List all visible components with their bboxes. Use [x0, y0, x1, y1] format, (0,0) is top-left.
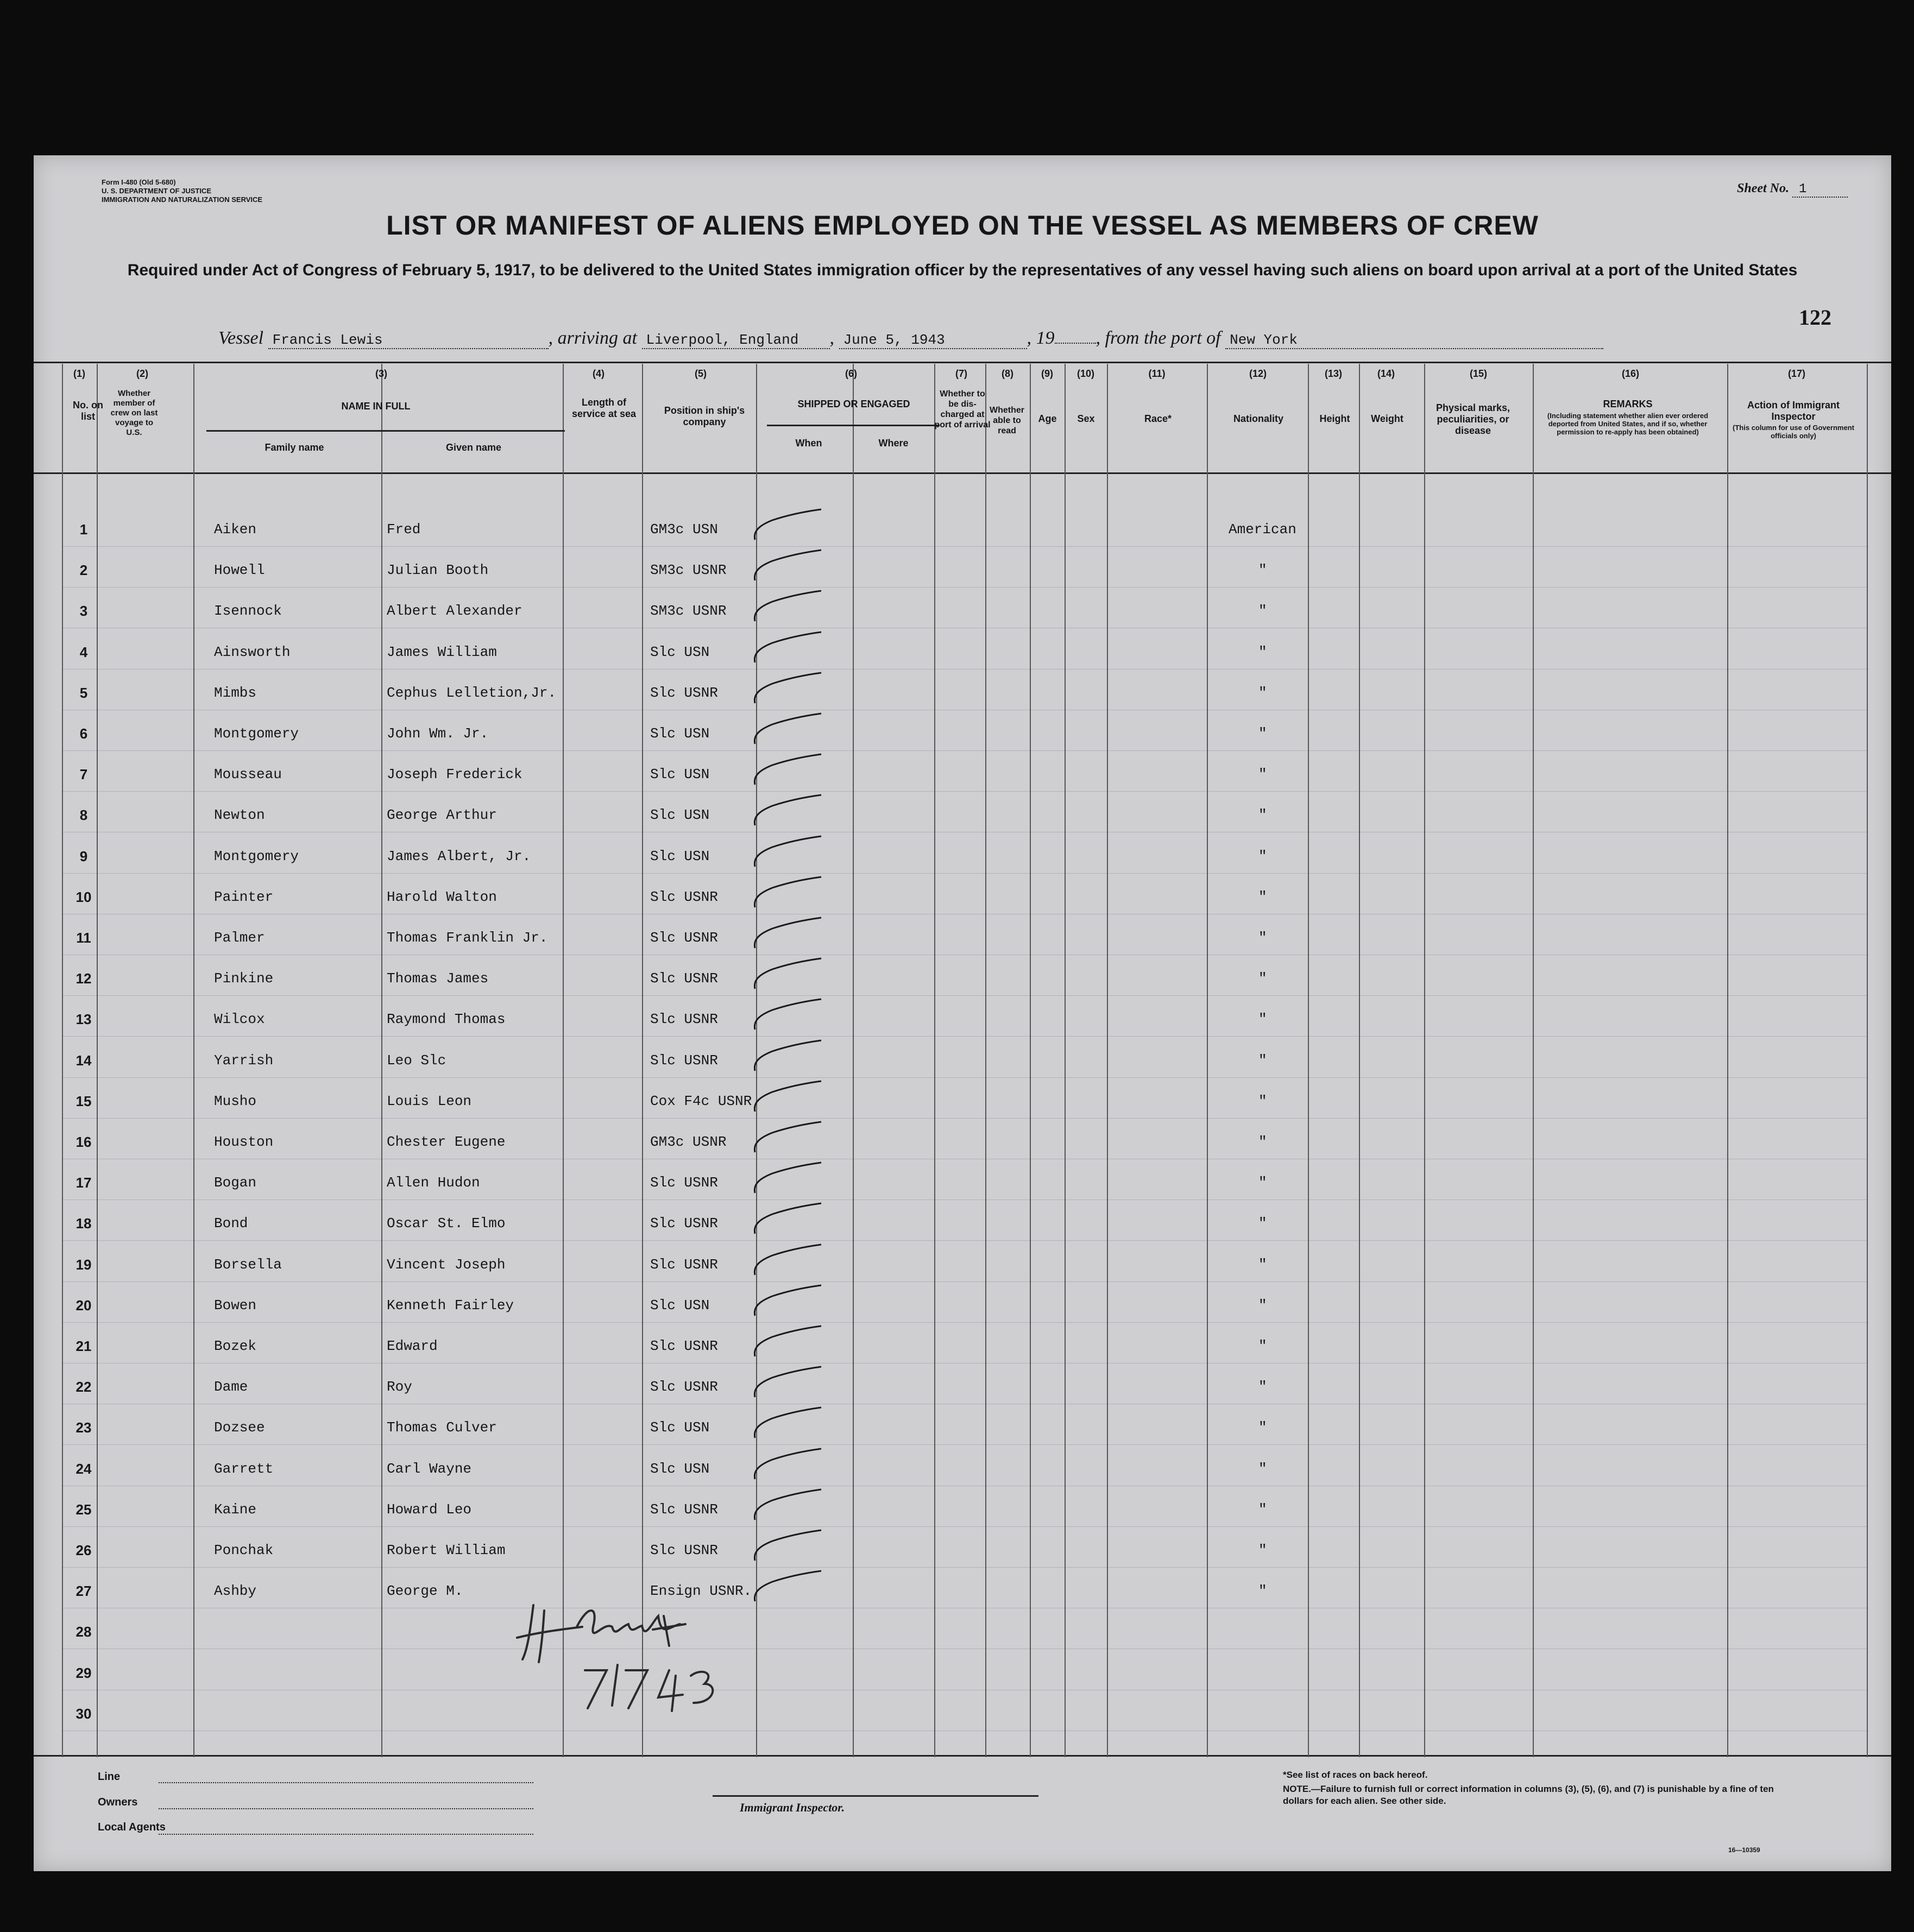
check-mark-icon	[751, 631, 827, 669]
column-divider	[1308, 364, 1309, 1757]
races-note: *See list of races on back hereof.	[1283, 1770, 1428, 1780]
row-number: 14	[75, 1052, 92, 1069]
row-rule	[62, 1444, 1867, 1445]
family-name-cell: Borsella	[214, 1256, 282, 1273]
check-mark-icon	[751, 1529, 827, 1567]
row-rule	[62, 1199, 1867, 1200]
row-number: 23	[75, 1419, 92, 1436]
column-divider	[1107, 364, 1108, 1757]
col12-header: Nationality	[1233, 413, 1283, 424]
row-number: 19	[75, 1256, 92, 1273]
check-mark-icon	[751, 998, 827, 1036]
manifest-sheet	[34, 155, 1891, 1871]
column-divider	[1533, 364, 1534, 1757]
col11-header: Race*	[1144, 413, 1172, 424]
row-number: 24	[75, 1460, 92, 1477]
position-cell: Ensign USNR.	[650, 1583, 752, 1600]
department-name: U. S. DEPARTMENT OF JUSTICE	[102, 187, 211, 195]
position-cell: Slc USNR	[650, 1215, 718, 1232]
from-port-label: from the port of	[1105, 328, 1221, 348]
page-subtitle: Required under Act of Congress of February 5, 1917, to be delivered to the United States immigration officer by the representatives of any vessel having such aliens on board upon arrival at a port of the United States	[127, 261, 1798, 279]
column-number: (10)	[1076, 368, 1094, 379]
position-cell: Slc USN	[650, 643, 710, 660]
column-number: (13)	[1324, 368, 1342, 379]
row-number: 1	[79, 521, 88, 538]
family-name-cell: Musho	[214, 1093, 257, 1109]
row-number: 18	[75, 1215, 92, 1232]
row-number: 4	[79, 643, 88, 660]
family-name-cell: Isennock	[214, 603, 282, 620]
nationality-cell: "	[1258, 807, 1267, 824]
position-cell: Slc USN	[650, 766, 710, 783]
nationality-cell: "	[1258, 1460, 1267, 1477]
given-name-cell: Howard Leo	[387, 1501, 472, 1518]
given-name-cell: James William	[387, 643, 497, 660]
sheet-number-value: 1	[1792, 182, 1848, 198]
given-name-cell: Leo Slc	[387, 1052, 446, 1069]
column-divider	[934, 364, 935, 1757]
row-number: 28	[75, 1624, 92, 1640]
family-name-cell: Newton	[214, 807, 265, 824]
family-name-cell: Palmer	[214, 930, 265, 946]
nationality-cell: "	[1258, 1256, 1267, 1273]
nationality-cell: "	[1258, 1338, 1267, 1354]
vessel-info-line: Vessel Francis Lewis , arriving at Liverpool, England , June 5, 1943 , 19 , from the port of New York	[218, 328, 1603, 349]
row-rule	[62, 669, 1867, 670]
inspector-label: Immigrant Inspector.	[740, 1801, 845, 1814]
nationality-cell: "	[1258, 888, 1267, 905]
position-cell: GM3c USNR	[650, 1134, 727, 1150]
nationality-cell: "	[1258, 766, 1267, 783]
position-cell: Slc USN	[650, 1419, 710, 1436]
row-number: 25	[75, 1501, 92, 1518]
column-number: (14)	[1377, 368, 1395, 379]
arrival-date: June 5, 1943	[839, 332, 1027, 349]
position-cell: Slc USNR	[650, 930, 718, 946]
family-name-cell: Pinkine	[214, 970, 274, 987]
column-number: (2)	[136, 368, 148, 379]
check-mark-icon	[751, 1080, 827, 1118]
position-cell: Slc USNR	[650, 1542, 718, 1558]
given-name-cell: Kenneth Fairley	[387, 1297, 514, 1314]
given-name-cell: Vincent Joseph	[387, 1256, 506, 1273]
row-rule	[62, 1118, 1867, 1119]
check-mark-icon	[751, 549, 827, 587]
column-divider	[985, 364, 986, 1757]
given-name-cell: Raymond Thomas	[387, 1011, 506, 1028]
row-number: 16	[75, 1134, 92, 1150]
given-name-cell: Cephus Lelletion,Jr.	[387, 684, 557, 701]
column-number: (5)	[695, 368, 707, 379]
nationality-cell: "	[1258, 1501, 1267, 1518]
family-name-cell: Dozsee	[214, 1419, 265, 1436]
nationality-cell: "	[1258, 970, 1267, 987]
check-mark-icon	[751, 1243, 827, 1281]
column-number: (8)	[1002, 368, 1013, 379]
column-divider	[1424, 364, 1425, 1757]
given-name-cell: George M.	[387, 1583, 463, 1600]
family-name-cell: Bond	[214, 1215, 248, 1232]
nationality-cell: "	[1258, 1542, 1267, 1558]
check-mark-icon	[751, 876, 827, 914]
column-number: (12)	[1249, 368, 1267, 379]
row-rule	[62, 1036, 1867, 1037]
given-name-cell: Robert William	[387, 1542, 506, 1558]
page-title: LIST OR MANIFEST OF ALIENS EMPLOYED ON THE VESSEL AS MEMBERS OF CREW	[386, 210, 1539, 241]
family-name-cell: Ashby	[214, 1583, 257, 1600]
given-name-cell: Edward	[387, 1338, 438, 1354]
col10-header: Sex	[1077, 413, 1095, 424]
check-mark-icon	[751, 1366, 827, 1404]
family-name-cell: Kaine	[214, 1501, 257, 1518]
row-number: 3	[79, 603, 88, 620]
column-divider	[1065, 364, 1066, 1757]
given-name-cell: Joseph Frederick	[387, 766, 522, 783]
position-cell: SM3c USNR	[650, 603, 727, 620]
family-name-cell: Bogan	[214, 1175, 257, 1191]
check-mark-icon	[751, 590, 827, 628]
row-number: 10	[75, 888, 92, 905]
position-cell: Slc USN	[650, 807, 710, 824]
nationality-cell: "	[1258, 1297, 1267, 1314]
nationality-cell: "	[1258, 643, 1267, 660]
family-name-cell: Montgomery	[214, 725, 299, 742]
family-name-header: Family name	[265, 442, 324, 453]
family-name-cell: Dame	[214, 1379, 248, 1396]
col16-header: REMARKS	[1603, 399, 1653, 409]
row-number: 7	[79, 766, 88, 783]
position-cell: Slc USNR	[650, 1175, 718, 1191]
position-cell: GM3c USN	[650, 521, 718, 538]
column-number: (11)	[1148, 368, 1166, 379]
column-divider	[1727, 364, 1728, 1757]
position-cell: Cox F4c USNR	[650, 1093, 752, 1109]
nationality-cell: American	[1229, 521, 1296, 538]
column-number: (4)	[593, 368, 605, 379]
family-name-cell: Painter	[214, 888, 274, 905]
check-mark-icon	[751, 1161, 827, 1199]
col5-header: Position in ship's company	[664, 405, 745, 427]
position-cell: Slc USN	[650, 848, 710, 864]
position-cell: Slc USNR	[650, 1011, 718, 1028]
row-number: 30	[75, 1705, 92, 1722]
where-header: Where	[878, 438, 909, 449]
family-name-cell: Ainsworth	[214, 643, 291, 660]
col17-header: Action of Immigrant Inspector	[1747, 400, 1840, 422]
position-cell: Slc USNR	[650, 1256, 718, 1273]
arriving-port: Liverpool, England	[642, 332, 830, 349]
sheet-number-label: Sheet No.	[1737, 181, 1789, 195]
given-name-cell: Thomas James	[387, 970, 489, 987]
form-number: Form I-480 (Old 5-680)	[102, 178, 176, 186]
nationality-cell: "	[1258, 1011, 1267, 1028]
col14-header: Weight	[1371, 413, 1403, 424]
position-cell: Slc USN	[650, 1460, 710, 1477]
check-mark-icon	[751, 712, 827, 750]
col15-header: Physical marks, peculiarities, or disease	[1436, 402, 1510, 436]
position-cell: Slc USN	[650, 725, 710, 742]
line-label: Line	[98, 1771, 121, 1783]
row-rule	[62, 1077, 1867, 1078]
penalty-note: NOTE.—Failure to furnish full or correct information in columns (3), (5), (6), and (7) is punishable by a fine of ten dollars for each alien. See other side.	[1283, 1784, 1774, 1806]
col1-header: No. on list	[73, 400, 103, 422]
position-cell: Slc USNR	[650, 1338, 718, 1354]
given-name-cell: Harold Walton	[387, 888, 497, 905]
local-agents-field	[159, 1833, 533, 1835]
family-name-cell: Montgomery	[214, 848, 299, 864]
row-rule	[62, 1526, 1867, 1527]
row-number: 21	[75, 1338, 92, 1354]
row-rule	[62, 873, 1867, 874]
column-divider	[62, 364, 63, 1757]
row-rule	[62, 995, 1867, 996]
column-number: (15)	[1469, 368, 1487, 379]
row-rule	[62, 1567, 1867, 1568]
row-number: 20	[75, 1297, 92, 1314]
check-mark-icon	[751, 1284, 827, 1322]
column-divider	[1207, 364, 1208, 1757]
family-name-cell: Aiken	[214, 521, 257, 538]
family-name-cell: Mimbs	[214, 684, 257, 701]
given-name-cell: Albert Alexander	[387, 603, 522, 620]
family-name-cell: Bozek	[214, 1338, 257, 1354]
line-field	[159, 1782, 533, 1783]
row-number: 5	[79, 684, 88, 701]
given-name-cell: Allen Hudon	[387, 1175, 480, 1191]
nationality-cell: "	[1258, 603, 1267, 620]
nationality-cell: "	[1258, 725, 1267, 742]
family-name-cell: Bowen	[214, 1297, 257, 1314]
column-divider	[1030, 364, 1031, 1757]
column-divider	[193, 364, 194, 1757]
column-number: (9)	[1041, 368, 1053, 379]
column-number: (6)	[845, 368, 857, 379]
family-name-cell: Garrett	[214, 1460, 274, 1477]
family-name-cell: Wilcox	[214, 1011, 265, 1028]
nationality-cell: "	[1258, 1379, 1267, 1396]
nationality-cell: "	[1258, 562, 1267, 579]
row-number: 17	[75, 1175, 92, 1191]
print-code: 16—10359	[1728, 1846, 1760, 1854]
row-rule	[62, 1281, 1867, 1282]
column-divider	[1867, 364, 1868, 1757]
row-number: 15	[75, 1093, 92, 1109]
row-number: 27	[75, 1583, 92, 1600]
column-divider	[642, 364, 643, 1757]
nationality-cell: "	[1258, 684, 1267, 701]
row-number: 6	[79, 725, 88, 742]
nationality-cell: "	[1258, 1093, 1267, 1109]
given-name-cell: John Wm. Jr.	[387, 725, 489, 742]
row-number: 8	[79, 807, 88, 824]
position-cell: SM3c USNR	[650, 562, 727, 579]
col16-subheader: (Including statement whether alien ever ordered deported from United States, and if so, whether permission to re-apply has been obtained)	[1547, 412, 1709, 436]
check-mark-icon	[751, 1039, 827, 1077]
arriving-label: arriving at	[557, 328, 637, 348]
nationality-cell: "	[1258, 848, 1267, 864]
given-name-cell: Roy	[387, 1379, 412, 1396]
given-name-cell: Fred	[387, 521, 421, 538]
position-cell: Slc USNR	[650, 970, 718, 987]
row-rule	[62, 1240, 1867, 1241]
col6-header: SHIPPED OR ENGAGED	[797, 399, 910, 409]
row-rule	[62, 1322, 1867, 1323]
check-mark-icon	[751, 1488, 827, 1526]
column-divider	[381, 364, 382, 1757]
year-label: 19	[1036, 328, 1055, 348]
column-divider	[563, 364, 564, 1757]
nationality-cell: "	[1258, 1134, 1267, 1150]
check-mark-icon	[751, 753, 827, 791]
check-mark-icon	[751, 957, 827, 995]
column-divider	[1359, 364, 1360, 1757]
family-name-cell: Howell	[214, 562, 265, 579]
column-number: (7)	[955, 368, 967, 379]
nationality-cell: "	[1258, 1215, 1267, 1232]
given-name-cell: Chester Eugene	[387, 1134, 506, 1150]
col6-header-rule	[767, 425, 940, 426]
row-rule	[62, 750, 1867, 751]
row-number: 2	[79, 562, 88, 579]
column-number: (3)	[375, 368, 387, 379]
given-name-cell: Louis Leon	[387, 1093, 472, 1109]
nationality-cell: "	[1258, 1419, 1267, 1436]
given-name-cell: Julian Booth	[387, 562, 489, 579]
check-mark-icon	[751, 672, 827, 710]
column-number: (16)	[1621, 368, 1639, 379]
vessel-name: Francis Lewis	[268, 332, 549, 349]
given-name-cell: Thomas Franklin Jr.	[387, 930, 548, 946]
column-number: (17)	[1787, 368, 1805, 379]
handwritten-signature	[506, 1594, 789, 1757]
position-cell: Slc USNR	[650, 684, 718, 701]
position-cell: Slc USN	[650, 1297, 710, 1314]
row-number: 12	[75, 970, 92, 987]
given-name-header: Given name	[445, 442, 502, 453]
col13-header: Height	[1319, 413, 1350, 424]
col9-header: Age	[1038, 413, 1057, 424]
nationality-cell: "	[1258, 1052, 1267, 1069]
col3-header-rule	[206, 430, 565, 432]
column-divider	[853, 364, 854, 1757]
given-name-cell: Oscar St. Elmo	[387, 1215, 506, 1232]
nationality-cell: "	[1258, 1175, 1267, 1191]
col17-subheader: (This column for use of Government officials only)	[1733, 424, 1854, 440]
family-name-cell: Houston	[214, 1134, 274, 1150]
local-agents-label: Local Agents	[98, 1821, 166, 1833]
check-mark-icon	[751, 794, 827, 832]
check-mark-icon	[751, 917, 827, 955]
row-rule	[62, 546, 1867, 547]
check-mark-icon	[751, 508, 827, 546]
given-name-cell: Carl Wayne	[387, 1460, 472, 1477]
column-number: (1)	[73, 368, 85, 379]
col3-header: NAME IN FULL	[341, 401, 411, 412]
check-mark-icon	[751, 1448, 827, 1486]
position-cell: Slc USNR	[650, 1379, 718, 1396]
stamp-number: 122	[1799, 305, 1831, 330]
row-number: 11	[76, 930, 91, 946]
check-mark-icon	[751, 835, 827, 873]
position-cell: Slc USNR	[650, 888, 718, 905]
given-name-cell: James Albert, Jr.	[387, 848, 531, 864]
position-cell: Slc USNR	[650, 1052, 718, 1069]
nationality-cell: "	[1258, 930, 1267, 946]
check-mark-icon	[751, 1325, 827, 1363]
row-rule	[62, 791, 1867, 792]
row-number: 29	[75, 1664, 92, 1681]
row-number: 13	[75, 1011, 92, 1028]
col8-header: Whether able to read	[990, 406, 1024, 435]
nationality-cell: "	[1258, 1583, 1267, 1600]
check-mark-icon	[751, 1406, 827, 1444]
row-number: 9	[79, 848, 88, 864]
row-rule	[62, 587, 1867, 588]
family-name-cell: Yarrish	[214, 1052, 274, 1069]
col2-header: Whether member of crew on last voyage to U.S.	[110, 389, 158, 437]
check-mark-icon	[751, 1121, 827, 1159]
row-number: 22	[75, 1379, 92, 1396]
given-name-cell: Thomas Culver	[387, 1419, 497, 1436]
col4-header: Length of service at sea	[571, 397, 637, 419]
given-name-cell: George Arthur	[387, 807, 497, 824]
service-name: IMMIGRATION AND NATURALIZATION SERVICE	[102, 195, 263, 204]
row-number: 26	[75, 1542, 92, 1558]
family-name-cell: Ponchak	[214, 1542, 274, 1558]
family-name-cell: Mousseau	[214, 766, 282, 783]
owners-field	[159, 1808, 533, 1809]
position-cell: Slc USNR	[650, 1501, 718, 1518]
from-port: New York	[1225, 332, 1603, 349]
check-mark-icon	[751, 1202, 827, 1240]
inspector-signature-line	[713, 1795, 1038, 1797]
when-header: When	[795, 438, 822, 449]
vessel-label: Vessel	[218, 328, 264, 348]
owners-label: Owners	[98, 1796, 138, 1808]
col7-header: Whether to be dis-charged at port of arrival	[934, 389, 991, 430]
